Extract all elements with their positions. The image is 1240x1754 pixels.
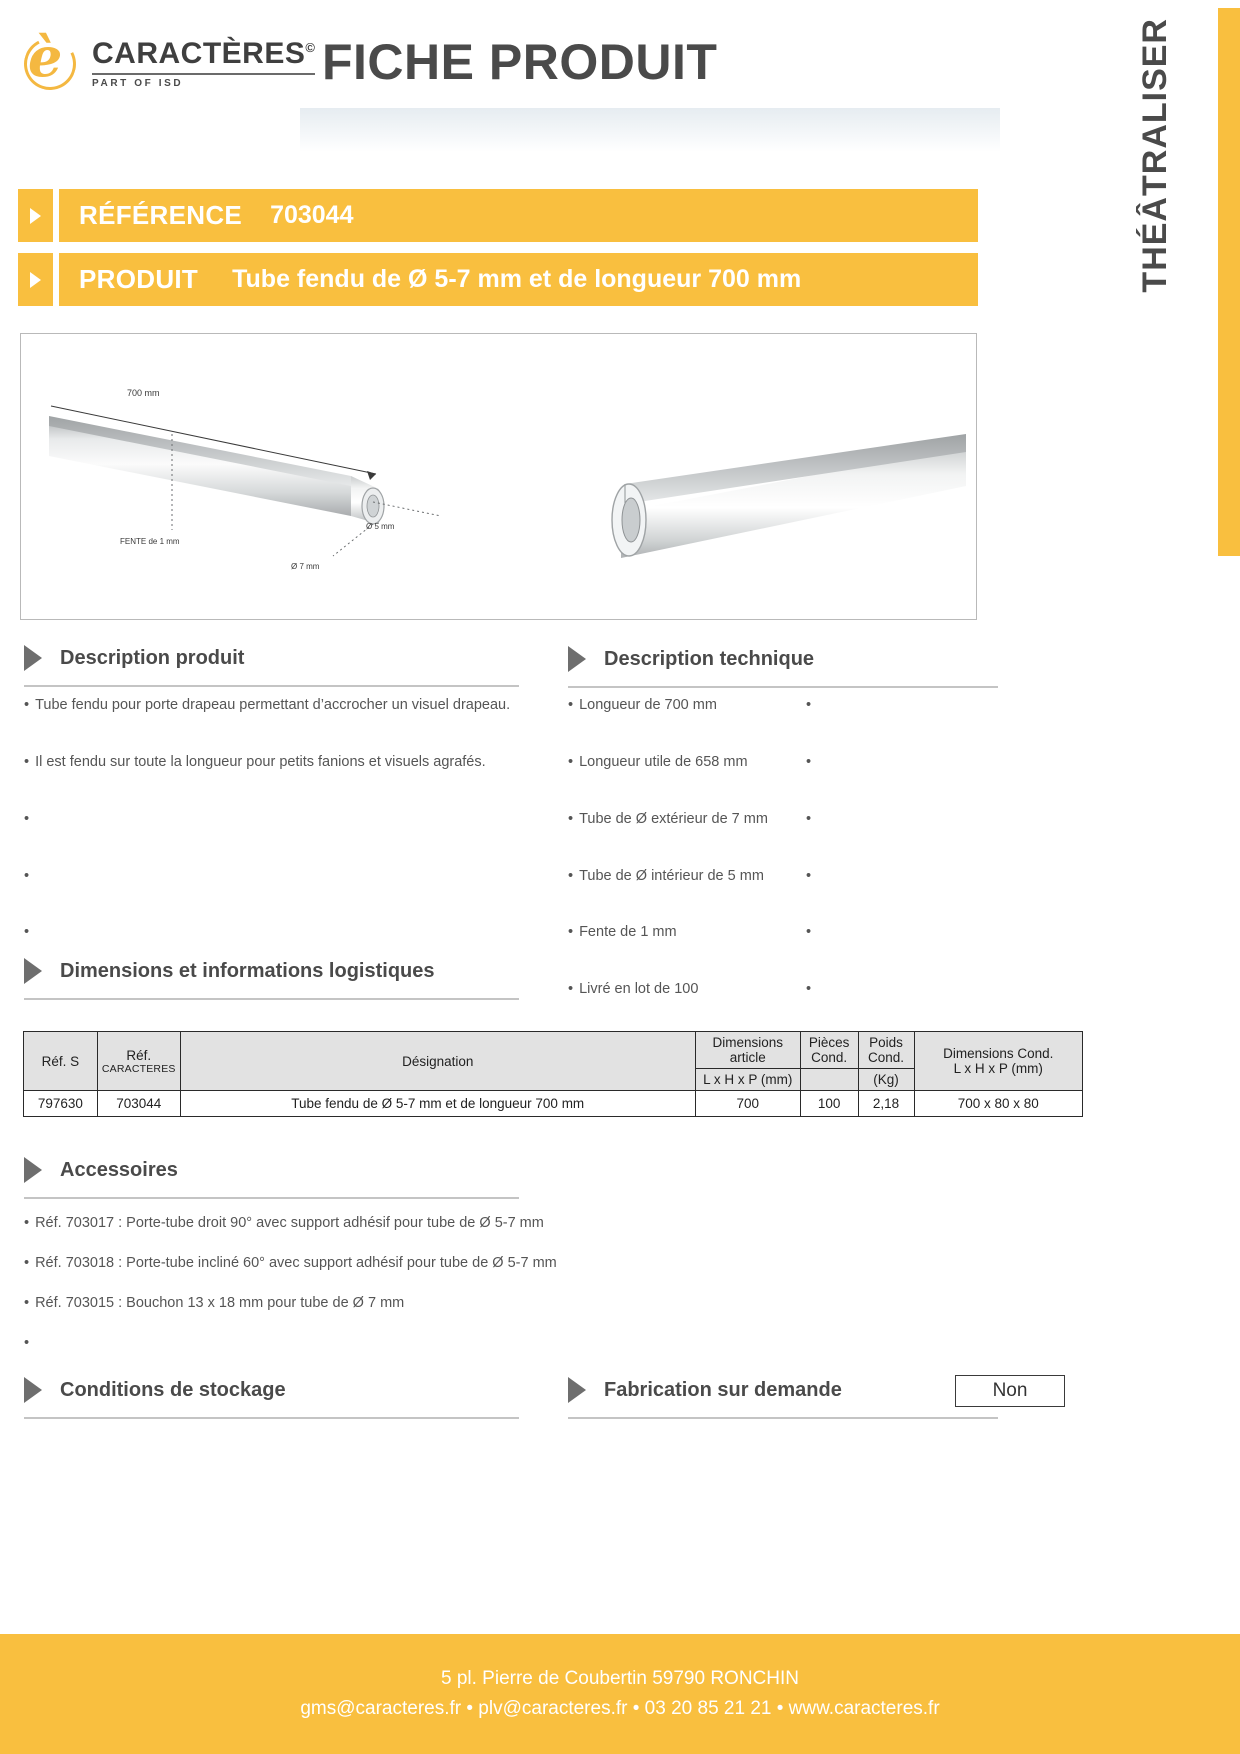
cell-designation: Tube fendu de Ø 5-7 mm et de longueur 700 mm — [180, 1091, 695, 1117]
list-item — [806, 867, 996, 886]
stockage-rule — [24, 1417, 519, 1419]
list-item — [24, 1334, 584, 1353]
cell-ref-caracteres: 703044 — [97, 1091, 180, 1117]
th-poids-line2: Cond. — [868, 1050, 905, 1065]
reference-label: RÉFÉRENCE — [79, 200, 243, 230]
description-technique-list-left — [568, 696, 798, 1037]
stockage-heading — [24, 1377, 286, 1403]
list-item — [24, 867, 534, 886]
logo-name-text: CARACTÈRES — [92, 37, 306, 71]
list-item — [806, 980, 996, 999]
th-poids-cond — [858, 1032, 914, 1069]
description-technique-title: Description technique — [604, 647, 815, 670]
th-dim-article-line1: Dimensions — [712, 1035, 783, 1050]
accessoires-rule — [24, 1197, 519, 1199]
logo-copyright: © — [305, 40, 316, 56]
stockage-title: Conditions de stockage — [60, 1378, 286, 1401]
description-technique-heading — [568, 646, 814, 672]
triangle-right-icon — [24, 1377, 42, 1403]
logistics-title: Dimensions et informations logistiques — [60, 959, 435, 982]
category-vertical-label — [1132, 18, 1178, 538]
list-item: • Tube fendu pour porte drapeau permettant d’accrocher un visuel drapeau. — [24, 696, 534, 715]
header-gradient — [300, 108, 1000, 152]
produit-band — [18, 253, 978, 306]
logistics-heading — [24, 958, 435, 984]
th-pieces-line1: Pièces — [808, 1035, 850, 1050]
th-dimensions-cond — [914, 1032, 1082, 1091]
th-dim-article-line2: article — [729, 1050, 766, 1065]
description-technique-rule — [568, 686, 998, 688]
th-dim-article-unit: L x H x P (mm) — [695, 1069, 800, 1091]
reference-band — [18, 189, 978, 242]
product-tube-illustration — [21, 334, 976, 619]
th-designation: Désignation — [180, 1032, 695, 1091]
cell-dim-cond: 700 x 80 x 80 — [914, 1091, 1082, 1117]
triangle-right-icon — [24, 958, 42, 984]
cell-dim-article: 700 — [695, 1091, 800, 1117]
triangle-right-icon — [24, 645, 42, 671]
description-produit-title: Description produit — [60, 646, 245, 669]
product-image-box — [20, 333, 977, 620]
category-vertical-label-text: THÉÂTRALISER — [1135, 18, 1174, 293]
page-header — [0, 0, 1240, 130]
cell-ref-s: 797630 — [24, 1091, 98, 1117]
triangle-right-icon — [568, 646, 586, 672]
th-poids-unit: (Kg) — [858, 1069, 914, 1091]
cell-pieces: 100 — [800, 1091, 858, 1117]
tube-right — [612, 434, 966, 558]
th-dim-cond-text: Dimensions Cond. — [943, 1046, 1054, 1061]
table-row — [24, 1091, 1083, 1117]
page-footer — [0, 1634, 1240, 1754]
accessoires-title: Accessoires — [60, 1158, 178, 1181]
triangle-right-icon — [24, 1157, 42, 1183]
th-ref-caracteres-line1: Réf. — [126, 1047, 152, 1063]
th-pieces-unit — [800, 1069, 858, 1091]
th-pieces-line2: Cond. — [811, 1050, 848, 1065]
cell-poids: 2,18 — [858, 1091, 914, 1117]
fabrication-rule — [568, 1417, 998, 1419]
logo-divider — [92, 73, 315, 75]
list-item: • Fente de 1 mm — [568, 923, 798, 942]
list-item — [806, 923, 996, 942]
list-item — [24, 923, 534, 942]
list-item: • Réf. 703017 : Porte-tube droit 90° avec support adhésif pour tube de Ø 5-7 mm — [24, 1214, 584, 1233]
list-item: • Réf. 703018 : Porte-tube incliné 60° avec support adhésif pour tube de Ø 5-7 mm — [24, 1254, 584, 1273]
footer-address: 5 pl. Pierre de Coubertin 59790 RONCHIN — [440, 1668, 799, 1689]
length-dimension-label: 700 mm — [127, 388, 160, 398]
list-item: • Il est fendu sur toute la longueur pour petits fanions et visuels agrafés. — [24, 753, 534, 772]
fabrication-title: Fabrication sur demande — [604, 1378, 842, 1401]
logo-e-circle-icon: è — [18, 32, 80, 96]
list-item — [24, 810, 534, 829]
fabrication-value-box[interactable] — [955, 1375, 1065, 1407]
description-produit-rule — [24, 685, 519, 687]
triangle-right-icon — [568, 1377, 586, 1403]
list-item: • Réf. 703015 : Bouchon 13 x 18 mm pour tube de Ø 7 mm — [24, 1294, 584, 1313]
list-item: • Livré en lot de 100 — [568, 980, 798, 999]
accessoires-list — [24, 1214, 584, 1373]
reference-arrow-box — [18, 189, 53, 242]
table-header-row — [24, 1032, 1083, 1069]
list-item: • Tube de Ø intérieur de 5 mm — [568, 867, 798, 886]
outer-diameter-label: Ø 7 mm — [291, 562, 320, 571]
description-produit-list — [24, 696, 534, 980]
list-item: • Longueur utile de 658 mm — [568, 753, 798, 772]
triangle-right-icon — [30, 272, 41, 288]
th-dimensions-article — [695, 1032, 800, 1069]
th-ref-caracteres-line2: CARACTERES — [101, 1062, 176, 1075]
logistics-table — [23, 1031, 1083, 1117]
description-produit-heading — [24, 645, 244, 671]
logo-wordmark — [92, 39, 315, 69]
list-item: • Longueur de 700 mm — [568, 696, 798, 715]
tube-left — [49, 388, 441, 571]
produit-arrow-box — [18, 253, 53, 306]
footer-contacts: gms@caracteres.fr • plv@caracteres.fr • 03 20 85 21 21 • www.caracteres.fr — [300, 1698, 940, 1719]
produit-label: PRODUIT — [79, 264, 199, 294]
reference-value: 703044 — [270, 201, 354, 229]
inner-diameter-label: Ø 5 mm — [366, 522, 395, 531]
logistics-rule — [24, 998, 519, 1000]
slot-dimension-label: FENTE de 1 mm — [120, 537, 180, 546]
page-title: FICHE PRODUIT — [322, 34, 718, 90]
side-accent-bar — [1218, 8, 1240, 556]
list-item — [806, 696, 996, 715]
th-ref-caracteres — [97, 1032, 180, 1091]
accessoires-heading — [24, 1157, 178, 1183]
list-item — [806, 753, 996, 772]
triangle-right-icon — [30, 208, 41, 224]
th-poids-line1: Poids — [869, 1035, 903, 1050]
fabrication-value: Non — [992, 1380, 1028, 1401]
list-item: • Tube de Ø extérieur de 7 mm — [568, 810, 798, 829]
th-dim-cond-unit: L x H x P (mm) — [953, 1061, 1043, 1076]
company-logo — [18, 25, 316, 96]
th-pieces-cond — [800, 1032, 858, 1069]
logo-subtitle: PART OF ISD — [92, 77, 184, 89]
fabrication-heading — [568, 1377, 842, 1403]
th-ref-s: Réf. S — [24, 1032, 98, 1091]
description-technique-list-right — [806, 696, 996, 1037]
produit-value: Tube fendu de Ø 5-7 mm et de longueur 700 mm — [232, 265, 802, 293]
list-item — [806, 810, 996, 829]
